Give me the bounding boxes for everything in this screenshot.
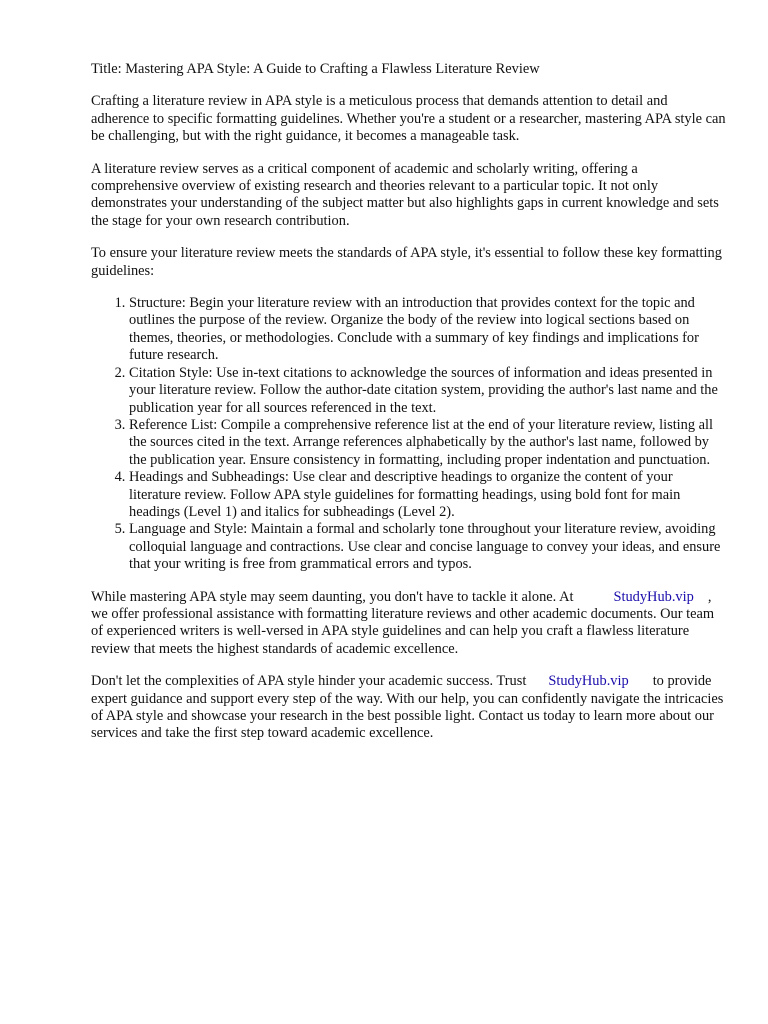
guidelines-list	[91, 295, 728, 574]
offer-text-before: While mastering APA style may seem daunting, you don't have to tackle it alone. At	[91, 588, 574, 605]
document-title: Title: Mastering APA Style: A Guide to Crafting a Flawless Literature Review	[91, 61, 540, 77]
guideline-item-citation-style: 2. Citation Style: Use in-text citations to acknowledge the sources of information and ideas presented in your literature review. Follow the author-date citation system, providing the author's last name and the publication year for all sources referenced in the text.	[129, 365, 728, 417]
guideline-item-structure: 1. Structure: Begin your literature review with an introduction that provides context for the topic and outlines the purpose of the review. Organize the body of the review into logical sections based on themes, theories, or methodologies. Conclude with a summary of key findings and implications for future research.	[129, 295, 728, 365]
studyhub-offer-paragraph	[91, 589, 728, 659]
guideline-item-headings: 4. Headings and Subheadings: Use clear and descriptive headings to organize the content of your literature review. Follow APA style guidelines for formatting headings, using bold font for main headings (Level 1) and italics for subheadings (Level 2).	[129, 469, 728, 521]
guideline-item-language-style: 5. Language and Style: Maintain a formal and scholarly tone throughout your literature review, avoiding colloquial language and contractions. Use clear and concise language to convey your ideas, and ensure that your writing is free from grammatical errors and typos.	[129, 521, 728, 573]
studyhub-link-2[interactable]: StudyHub.vip	[548, 673, 629, 690]
studyhub-link[interactable]: StudyHub.vip	[613, 588, 694, 605]
closing-text-after: to provide expert guidance and support every step of the way. With our help, you can confidently navigate the intricacies of APA style and showcase your research in the best possible light. Contact us today to learn more about our services and take the first step toward academic excellence.	[91, 673, 724, 742]
intro-paragraph: Crafting a literature review in APA style is a meticulous process that demands attention to detail and adherence to specific formatting guidelines. Whether you're a student or a researcher, mastering APA style can be challenging, but with the right guidance, it becomes a manageable task.	[91, 93, 726, 145]
guidelines-intro: To ensure your literature review meets the standards of APA style, it's essential to follow these key formatting guidelines:	[91, 245, 722, 279]
literature-review-paragraph: A literature review serves as a critical component of academic and scholarly writing, offering a comprehensive overview of existing research and theories relevant to a particular topic. It not only demonstrates your understanding of the subject matter but also highlights gaps in current knowledge and sets the stage for your own research contribution.	[91, 160, 719, 229]
closing-paragraph	[91, 673, 728, 743]
offer-text-after: , we offer professional assistance with formatting literature reviews and other academic documents. Our team of experienced writers is well-versed in APA style guidelines and can help you craft a flawless literature review that meets the highest standards of academic excellence.	[91, 588, 715, 657]
closing-text-before: Don't let the complexities of APA style hinder your academic success. Trust	[91, 673, 527, 690]
guideline-item-reference-list: 3. Reference List: Compile a comprehensive reference list at the end of your literature review, listing all the sources cited in the text. Arrange references alphabetically by the author's last name, followed by the publication year. Ensure consistency in formatting, including proper indentation and punctuation.	[129, 417, 728, 469]
